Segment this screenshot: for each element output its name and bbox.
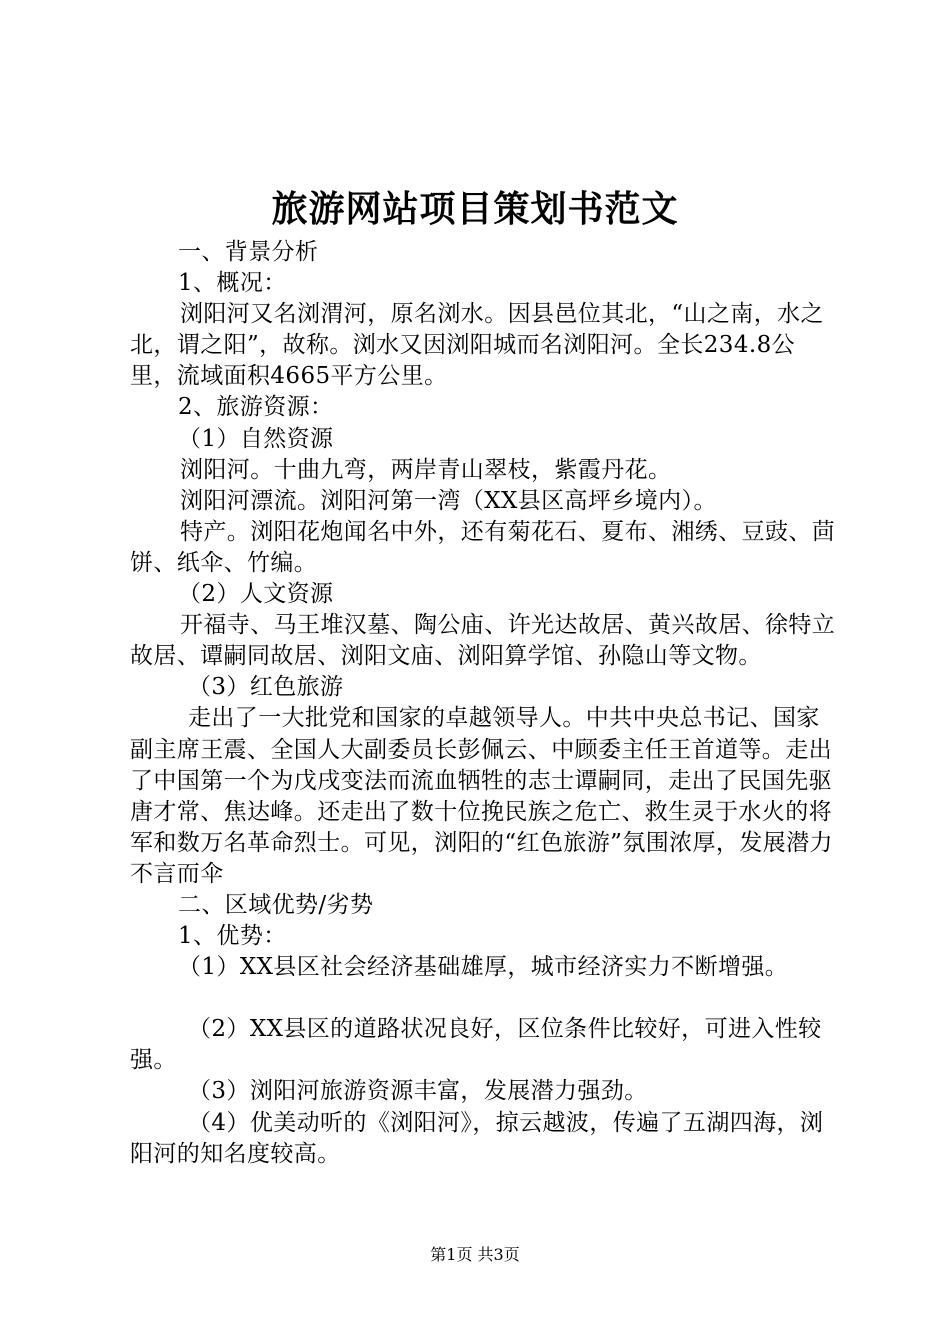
document-body	[130, 237, 840, 1170]
subheading-overview: 1、概况：	[178, 270, 287, 297]
advantage-item-3: （3）浏阳河旅游资源丰富，发展潜力强劲。	[188, 1078, 648, 1105]
subheading-tourism-resources: 2、旅游资源：	[178, 394, 334, 421]
page-footer: 第1页 共3页	[430, 1245, 520, 1264]
subheading-red-tourism: （3）红色旅游	[188, 674, 344, 701]
paragraph-red-tourism: 走出了一大批党和国家的卓越领导人。中共中央总书记、国家副主席王震、全国人大副委员长彭佩云、中顾委主任王首道等。走出了中国第一个为戊戌变法而流血牺牲的志士谭嗣同，走出了民国先驱唐才常、焦达峰。还走出了数十位挽民族之危亡、救生灵于水火的将军和数万名革命烈士。可见，浏阳的“红色旅游”氛围浓厚，发展潜力不言而伞	[130, 705, 833, 887]
advantage-item-2: （2）XX县区的道路状况良好，区位条件比较好，可进入性较强。	[130, 1016, 822, 1074]
advantage-item-4: （4）优美动听的《浏阳河》，掠云越波，传遍了五湖四海，浏阳河的知名度较高。	[130, 1109, 824, 1167]
paragraph-liuyang-river: 浏阳河。十曲九弯，两岸青山翠枝，紫霞丹花。	[180, 456, 672, 483]
subheading-cultural-resources: （2）人文资源	[178, 581, 334, 608]
paragraph-overview: 浏阳河又名浏渭河，原名浏水。因县邑位其北，“山之南，水之北，谓之阳”，故称。浏水又因浏阳城而名浏阳河。全长234.8公里，流域面积4665平方公里。	[130, 301, 824, 390]
section-heading-regional-advantages: 二、区域优势/劣势	[178, 891, 374, 918]
section-heading-background: 一、背景分析	[178, 239, 319, 265]
paragraph-cultural-sites: 开福寺、马王堆汉墓、陶公庙、许光达故居、黄兴故居、徐特立故居、谭嗣同故居、浏阳文庙、浏阳算学馆、孙隐山等文物。	[130, 612, 836, 670]
paragraph-specialties: 特产。浏阳花炮闻名中外，还有菊花石、夏布、湘绣、豆豉、茴饼、纸伞、竹编。	[130, 518, 836, 576]
subheading-natural-resources: （1）自然资源	[178, 425, 334, 452]
paragraph-rafting: 浏阳河漂流。浏阳河第一湾（XX县区高坪乡境内）。	[180, 487, 717, 514]
advantage-item-1: （1）XX县区社会经济基础雄厚，城市经济实力不断增强。	[178, 954, 789, 981]
document-title: 旅游网站项目策划书范文	[271, 188, 679, 230]
subheading-advantages: 1、优势：	[178, 923, 287, 950]
blank-line	[130, 983, 840, 1014]
